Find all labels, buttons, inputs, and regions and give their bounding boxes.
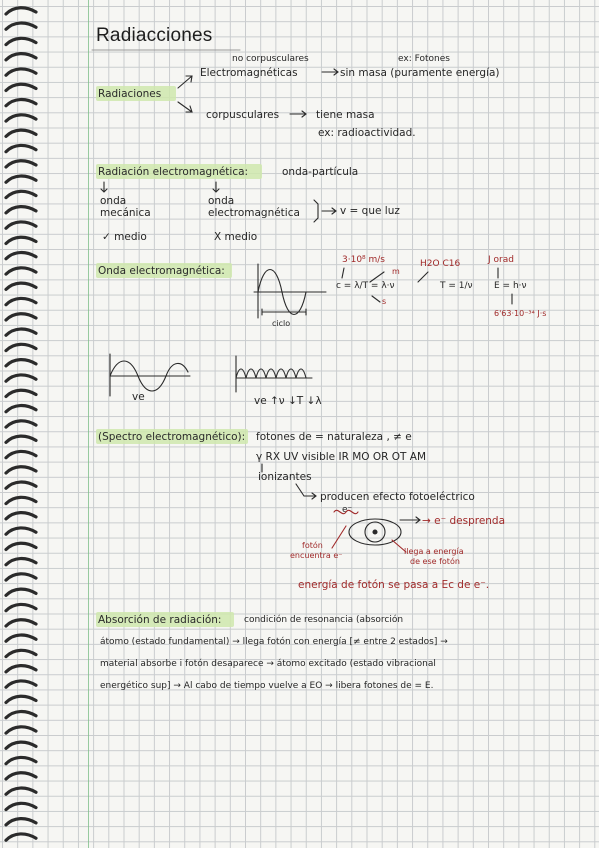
absorcion-line-1: átomo (estado fundamental) → llega fotón con energía [≠ entre 2 estados] →	[100, 637, 448, 647]
llega-energia-1: llega a energía	[404, 547, 464, 556]
medio-check: ✓ medio	[102, 231, 147, 243]
page-title: Radiacciones	[96, 25, 213, 46]
arrow-efecto	[296, 484, 316, 499]
bracket	[314, 200, 318, 222]
arrow-electro	[322, 69, 338, 75]
formula-c: c = λ/T = λ·ν	[336, 281, 395, 291]
spectro-bands: γ RX UV visible IR MO OR OT AM	[256, 451, 427, 463]
electron-label: e⁻	[342, 505, 353, 515]
compare-label: ve ↑ν ↓T ↓λ	[254, 395, 322, 407]
label-radiaciones: Radiaciones	[98, 88, 162, 100]
label-rad-electro: Radiación electromagnética:	[98, 166, 249, 178]
ve-label: ve	[132, 391, 145, 403]
onda-mecanica-2: mecánica	[100, 207, 151, 219]
energia-foton: energía de fotón se pasa a Ec de e⁻.	[298, 579, 490, 591]
e-desprenda: → e⁻ desprenda	[422, 515, 506, 527]
arrow-c	[342, 268, 344, 278]
foton-encuentra-1: fotón	[302, 541, 323, 550]
unit-s: s	[382, 297, 387, 306]
arrow-e-out	[400, 517, 420, 523]
ionizantes: ionizantes	[258, 471, 312, 483]
condicion-resonancia: condición de resonancia (absorción	[244, 615, 404, 625]
ciclo-label: ciclo	[272, 319, 291, 328]
arrow-lambda	[370, 272, 384, 282]
label-onda: Onda electromagnética:	[98, 265, 225, 277]
formula-t: T = 1/ν	[440, 281, 473, 291]
foton-encuentra-2: encuentra e⁻	[290, 551, 343, 560]
photon-wave	[334, 510, 358, 513]
formula-e: E = h·ν	[494, 281, 527, 291]
llega-energia-2: de ese fotón	[410, 557, 460, 566]
ciclo-span	[262, 309, 306, 315]
arrow-s	[372, 296, 380, 302]
velocidad-luz: v = que luz	[340, 205, 400, 217]
electromagneticas: Electromagnéticas	[200, 67, 298, 79]
arrow-down-electro	[213, 182, 219, 192]
joules-label: J orad	[488, 255, 514, 265]
onda-mecanica-1: onda	[100, 195, 127, 207]
ex-radioactividad: ex: radioactividad.	[318, 127, 416, 139]
sin-masa: sin masa (puramente energía)	[340, 67, 500, 79]
absorcion-line-2: material absorbe i fotón desaparece → átomo excitado (estado vibracional	[100, 659, 436, 669]
no-corpusculares: no corpusculares	[232, 54, 309, 64]
arrow-down-branch	[178, 102, 192, 112]
arrow-speed	[322, 208, 336, 214]
fotones-naturaleza: fotones de = naturaleza , ≠ e	[256, 431, 412, 443]
arrow-foton	[332, 526, 346, 548]
corpusculares: corpusculares	[206, 109, 280, 121]
arrow-h2o	[418, 272, 428, 282]
onda-electro-1: onda	[208, 195, 235, 207]
high-freq-wave	[236, 369, 306, 378]
label-spectro: (Spectro electromagnético):	[98, 431, 246, 443]
arrow-down-mecanica	[101, 182, 107, 192]
medio-x: X medio	[214, 231, 258, 243]
arrow-up-branch	[178, 76, 192, 88]
label-absorcion: Absorción de radiación:	[98, 614, 222, 626]
efecto-fotoelectrico: producen efecto fotoeléctrico	[320, 491, 475, 503]
onda-particula: onda-partícula	[282, 166, 359, 178]
speed-value: 3·10⁸ m/s	[342, 255, 385, 265]
absorcion-line-3: energético sup] → Al cabo de tiempo vuelve a EO → libera fotones de = E.	[100, 681, 434, 691]
atom-nucleus	[373, 530, 377, 534]
h2o-label: H2O C16	[420, 259, 461, 269]
onda-electro-2: electromagnética	[208, 207, 300, 219]
lambda-m: m	[392, 267, 400, 276]
arrow-llega	[392, 540, 406, 552]
ex-fotones: ex: Fotones	[398, 54, 450, 64]
planck-constant: 6'63·10⁻³⁴ J·s	[494, 309, 547, 318]
arrow-corpus	[290, 111, 306, 117]
tiene-masa: tiene masa	[316, 109, 375, 121]
